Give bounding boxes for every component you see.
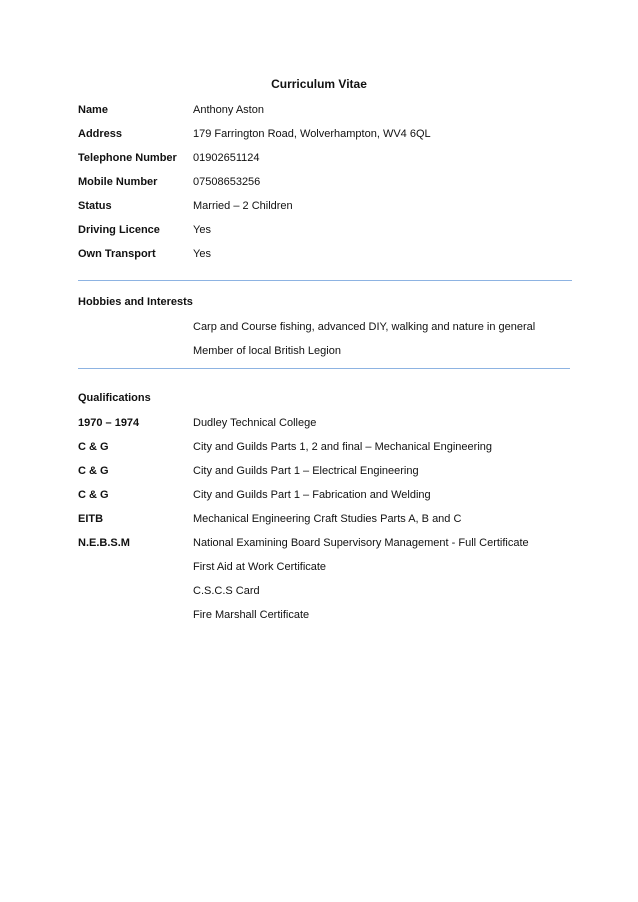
personal-row-telephone: [78, 150, 578, 166]
qualification-value: City and Guilds Parts 1, 2 and final – Mechanical Engineering: [193, 441, 493, 453]
personal-row-mobile: [78, 174, 578, 190]
row-label: Telephone Number: [78, 152, 177, 164]
row-label: Driving Licence: [78, 224, 160, 236]
hobby-text: Carp and Course fishing, advanced DIY, walking and nature in general: [193, 321, 536, 333]
row-value: Yes: [193, 248, 211, 260]
qualification-label: C & G: [78, 489, 109, 501]
hobby-item: [78, 343, 578, 359]
qualification-value: First Aid at Work Certificate: [193, 561, 327, 573]
personal-row-status: [78, 198, 578, 214]
qualification-value: Fire Marshall Certificate: [193, 609, 310, 621]
qualifications-heading: Qualifications: [78, 392, 151, 404]
row-value: Anthony Aston: [193, 104, 264, 116]
qualification-row: [78, 439, 578, 455]
row-label: Status: [78, 200, 112, 212]
row-value: 01902651124: [193, 152, 260, 164]
qualification-value: City and Guilds Part 1 – Electrical Engineering: [193, 465, 419, 477]
row-value: 179 Farrington Road, Wolverhampton, WV4 6QL: [193, 128, 431, 140]
qualification-label: N.E.B.S.M: [78, 537, 130, 549]
row-value: Married – 2 Children: [193, 200, 293, 212]
document-title: Curriculum Vitae: [271, 77, 367, 91]
qualification-row: [78, 511, 578, 527]
qualification-row: [78, 607, 578, 623]
qualification-value: Dudley Technical College: [193, 417, 317, 429]
qualification-value: National Examining Board Supervisory Management - Full Certificate: [193, 537, 529, 549]
qualification-row: [78, 535, 578, 551]
qualification-label: 1970 – 1974: [78, 417, 140, 429]
row-value: 07508653256: [193, 176, 261, 188]
personal-row-driving-licence: [78, 222, 578, 238]
hobby-item: [78, 319, 578, 335]
qualification-label: C & G: [78, 465, 109, 477]
row-label: Name: [78, 104, 108, 116]
qualification-row: [78, 583, 578, 599]
qualification-row: [78, 559, 578, 575]
qualification-value: City and Guilds Part 1 – Fabrication and Welding: [193, 489, 431, 501]
personal-row-own-transport: [78, 246, 578, 262]
qualification-row: [78, 487, 578, 503]
qualification-value: C.S.C.S Card: [193, 585, 260, 597]
personal-row-name: [78, 102, 578, 118]
qualification-label: EITB: [78, 513, 104, 525]
qualification-row: [78, 463, 578, 479]
section-divider: [78, 280, 572, 281]
row-label: Own Transport: [78, 248, 156, 260]
row-value: Yes: [193, 224, 211, 236]
hobbies-heading: Hobbies and Interests: [78, 296, 193, 308]
qualification-row: [78, 415, 578, 431]
row-label: Mobile Number: [78, 176, 158, 188]
qualification-value: Mechanical Engineering Craft Studies Parts A, B and C: [193, 513, 462, 525]
qualification-label: C & G: [78, 441, 109, 453]
hobby-text: Member of local British Legion: [193, 345, 341, 357]
personal-row-address: [78, 126, 578, 142]
section-divider: [78, 368, 570, 369]
row-label: Address: [78, 128, 123, 140]
